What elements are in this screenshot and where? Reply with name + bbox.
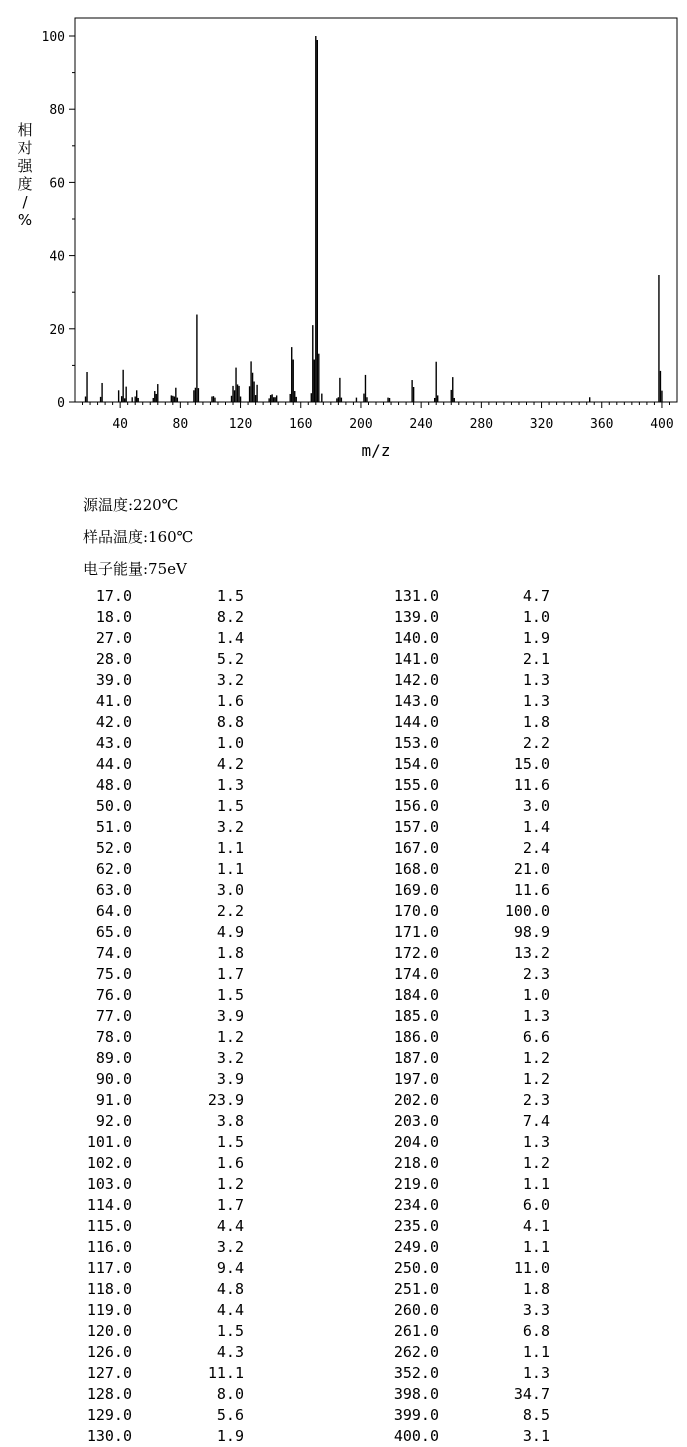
peak-mz: 197.0 [393,1070,439,1088]
peak-row [0,649,260,670]
peak-row [0,1132,260,1153]
peak-mz: 204.0 [393,1133,439,1151]
peak-row [300,1027,560,1048]
x-tick-label: 240 [409,417,433,432]
peak-abundance: 1.3 [522,692,550,710]
peak-row [0,817,260,838]
peak-row [0,775,260,796]
peak-row [0,880,260,901]
peak-abundance: 1.0 [522,608,550,626]
peak-mz: 262.0 [393,1343,439,1361]
peak-abundance: 2.2 [216,902,244,920]
peak-mz: 120.0 [86,1322,132,1340]
peak-mz: 90.0 [95,1070,132,1088]
peak-row [0,1195,260,1216]
peak-row [300,649,560,670]
peak-abundance: 6.8 [522,1322,550,1340]
x-tick-label: 280 [469,417,494,432]
peak-abundance: 1.3 [522,1364,550,1382]
peak-abundance: 1.7 [216,965,244,983]
y-tick-label: 40 [49,249,65,265]
peak-abundance: 2.4 [522,839,550,857]
peak-row [300,838,560,859]
peak-mz: 76.0 [95,986,132,1004]
peak-abundance: 11.1 [207,1364,244,1382]
peak-abundance: 1.2 [522,1049,550,1067]
peak-abundance: 9.4 [216,1259,244,1277]
peak-table-left [0,586,260,1447]
peak-abundance: 1.9 [522,629,550,647]
peak-abundance: 3.9 [216,1070,244,1088]
peak-row [0,733,260,754]
x-tick-label: 360 [590,417,614,432]
peak-abundance: 1.2 [216,1028,244,1046]
peak-abundance: 4.2 [216,755,244,773]
peak-mz: 17.0 [95,587,132,605]
peak-abundance: 2.3 [522,1091,550,1109]
peak-abundance: 3.0 [216,881,244,899]
peak-abundance: 4.3 [216,1343,244,1361]
peak-abundance: 98.9 [513,923,550,941]
peak-abundance: 8.2 [216,608,244,626]
peak-row [300,1237,560,1258]
peak-row [0,1363,260,1384]
peak-row [0,1153,260,1174]
peak-mz: 251.0 [393,1280,439,1298]
peak-abundance: 1.5 [216,1322,244,1340]
peak-mz: 156.0 [393,797,439,815]
peak-mz: 51.0 [95,818,132,836]
x-tick-label: 400 [650,417,674,432]
x-axis-label: m/z [361,441,391,460]
peak-row [300,1405,560,1426]
y-tick-label: 60 [49,176,65,192]
peak-row [0,985,260,1006]
peak-abundance: 3.1 [522,1427,550,1445]
peak-abundance: 1.2 [216,1175,244,1193]
electron-energy: 电子能量:75eV [83,560,187,578]
peak-mz: 119.0 [86,1301,132,1319]
peak-row [0,1384,260,1405]
peak-abundance: 1.1 [216,839,244,857]
peak-row [300,1069,560,1090]
peak-row [300,1174,560,1195]
peak-row [0,1279,260,1300]
peak-mz: 249.0 [393,1238,439,1256]
peak-abundance: 1.0 [216,734,244,752]
peak-mz: 142.0 [393,671,439,689]
peak-row [0,1300,260,1321]
peak-mz: 185.0 [393,1007,439,1025]
peak-mz: 169.0 [393,881,439,899]
peak-abundance: 15.0 [513,755,550,773]
peak-row [0,1321,260,1342]
peak-row [300,1111,560,1132]
peak-abundance: 2.2 [522,734,550,752]
peak-abundance: 4.4 [216,1217,244,1235]
peak-abundance: 1.1 [522,1238,550,1256]
peak-abundance: 34.7 [513,1385,550,1403]
peak-mz: 65.0 [95,923,132,941]
peak-mz: 141.0 [393,650,439,668]
peak-row [300,1216,560,1237]
peak-mz: 203.0 [393,1112,439,1130]
peak-abundance: 1.6 [216,692,244,710]
peak-mz: 167.0 [393,839,439,857]
peak-mz: 63.0 [95,881,132,899]
peak-row [300,922,560,943]
peak-row [300,1279,560,1300]
peak-mz: 172.0 [393,944,439,962]
peak-mz: 27.0 [95,629,132,647]
peak-abundance: 7.4 [522,1112,550,1130]
plot-frame [75,18,677,402]
peak-abundance: 4.4 [216,1301,244,1319]
peak-abundance: 11.6 [513,881,550,899]
peak-mz: 18.0 [95,608,132,626]
peak-mz: 155.0 [393,776,439,794]
peak-mz: 130.0 [86,1427,132,1445]
peak-abundance: 4.9 [216,923,244,941]
peak-abundance: 1.5 [216,986,244,1004]
peak-mz: 101.0 [86,1133,132,1151]
peak-row [0,691,260,712]
peak-abundance: 13.2 [513,944,550,962]
peak-abundance: 6.6 [522,1028,550,1046]
peak-abundance: 2.3 [522,965,550,983]
peak-mz: 261.0 [393,1322,439,1340]
peak-abundance: 1.5 [216,1133,244,1151]
peak-row [300,670,560,691]
peak-row [300,1195,560,1216]
peak-abundance: 1.3 [522,671,550,689]
peak-row [300,586,560,607]
peak-row [0,1048,260,1069]
peak-abundance: 1.2 [522,1154,550,1172]
peak-abundance: 8.5 [522,1406,550,1424]
peak-mz: 234.0 [393,1196,439,1214]
peak-abundance: 1.4 [216,629,244,647]
peak-mz: 250.0 [393,1259,439,1277]
peak-row [0,1258,260,1279]
peak-row [0,1069,260,1090]
peak-abundance: 1.3 [522,1133,550,1151]
peak-abundance: 1.9 [216,1427,244,1445]
peak-row [300,817,560,838]
peak-row [300,1090,560,1111]
peak-row [0,754,260,775]
peak-abundance: 4.1 [522,1217,550,1235]
peak-abundance: 11.6 [513,776,550,794]
peak-mz: 91.0 [95,1091,132,1109]
x-tick-label: 80 [172,417,189,432]
peak-mz: 127.0 [86,1364,132,1382]
peak-mz: 50.0 [95,797,132,815]
peak-mz: 115.0 [86,1217,132,1235]
peak-row [300,796,560,817]
peak-row [300,1258,560,1279]
peak-row [0,586,260,607]
y-tick-label: 0 [57,396,65,411]
peak-abundance: 1.8 [216,944,244,962]
peak-mz: 168.0 [393,860,439,878]
peak-abundance: 1.8 [522,1280,550,1298]
peak-mz: 92.0 [95,1112,132,1130]
peak-mz: 117.0 [86,1259,132,1277]
peak-abundance: 23.9 [207,1091,244,1109]
peak-abundance: 8.8 [216,713,244,731]
x-tick-label: 40 [112,417,128,432]
peak-abundance: 3.0 [522,797,550,815]
peak-row [300,712,560,733]
peak-abundance: 1.7 [216,1196,244,1214]
peak-mz: 157.0 [393,818,439,836]
peak-row [0,670,260,691]
peak-abundance: 3.2 [216,1049,244,1067]
peak-row [0,1426,260,1447]
peak-abundance: 1.1 [216,860,244,878]
peak-mz: 62.0 [95,860,132,878]
peak-row [300,754,560,775]
peak-mz: 44.0 [95,755,132,773]
peak-mz: 64.0 [95,902,132,920]
peak-mz: 202.0 [393,1091,439,1109]
peak-mz: 118.0 [86,1280,132,1298]
peak-abundance: 5.6 [216,1406,244,1424]
peak-mz: 184.0 [393,986,439,1004]
peak-abundance: 1.6 [216,1154,244,1172]
peak-mz: 235.0 [393,1217,439,1235]
peak-row [300,880,560,901]
peak-abundance: 2.1 [522,650,550,668]
peak-abundance: 3.2 [216,1238,244,1256]
x-tick-label: 120 [228,417,253,432]
peak-mz: 48.0 [95,776,132,794]
peak-mz: 399.0 [393,1406,439,1424]
peak-mz: 186.0 [393,1028,439,1046]
peak-mz: 116.0 [86,1238,132,1256]
peak-mz: 74.0 [95,944,132,962]
peak-mz: 143.0 [393,692,439,710]
x-tick-label: 320 [529,417,554,432]
peak-mz: 102.0 [86,1154,132,1172]
peak-row [0,1090,260,1111]
peak-row [300,628,560,649]
peak-mz: 219.0 [393,1175,439,1193]
peak-row [300,1363,560,1384]
peak-abundance: 3.2 [216,671,244,689]
peak-abundance: 1.3 [216,776,244,794]
peak-row [0,712,260,733]
peak-abundance: 1.2 [522,1070,550,1088]
peak-mz: 131.0 [393,587,439,605]
peak-abundance: 1.5 [216,797,244,815]
peak-row [300,1300,560,1321]
peak-mz: 171.0 [393,923,439,941]
peak-abundance: 1.5 [216,587,244,605]
peak-mz: 41.0 [95,692,132,710]
peak-row [300,859,560,880]
peak-row [300,775,560,796]
peak-row [0,1111,260,1132]
peak-abundance: 11.0 [513,1259,550,1277]
peak-mz: 52.0 [95,839,132,857]
peak-row [0,1405,260,1426]
peak-mz: 42.0 [95,713,132,731]
peak-row [0,838,260,859]
peak-abundance: 1.0 [522,986,550,1004]
peak-abundance: 1.1 [522,1343,550,1361]
peak-mz: 144.0 [393,713,439,731]
peak-row [0,628,260,649]
peak-row [0,859,260,880]
y-tick-label: 20 [49,322,65,338]
peak-mz: 78.0 [95,1028,132,1046]
peak-abundance: 8.0 [216,1385,244,1403]
peak-mz: 400.0 [393,1427,439,1445]
peak-row [300,964,560,985]
peak-mz: 174.0 [393,965,439,983]
y-tick-label: 100 [41,30,65,45]
peak-row [300,1426,560,1447]
peak-mz: 39.0 [95,671,132,689]
peak-abundance: 1.1 [522,1175,550,1193]
mass-spectrum-chart [0,0,687,470]
peak-row [300,1006,560,1027]
peak-row [0,1216,260,1237]
peak-abundance: 3.3 [522,1301,550,1319]
peak-abundance: 3.8 [216,1112,244,1130]
peak-row [0,901,260,922]
peak-abundance: 4.8 [216,1280,244,1298]
peak-row [300,1342,560,1363]
peak-abundance: 3.2 [216,818,244,836]
peak-row [0,1006,260,1027]
peak-mz: 75.0 [95,965,132,983]
peak-mz: 352.0 [393,1364,439,1382]
peak-mz: 260.0 [393,1301,439,1319]
peak-abundance: 5.2 [216,650,244,668]
y-tick-label: 80 [49,103,65,119]
peak-row [300,691,560,712]
peak-row [300,1384,560,1405]
peak-mz: 140.0 [393,629,439,647]
peak-mz: 126.0 [86,1343,132,1361]
peak-abundance: 1.8 [522,713,550,731]
peak-mz: 114.0 [86,1196,132,1214]
peak-row [0,1027,260,1048]
peak-mz: 139.0 [393,608,439,626]
x-tick-label: 200 [349,417,373,432]
peak-mz: 103.0 [86,1175,132,1193]
peak-mz: 154.0 [393,755,439,773]
peak-row [0,1342,260,1363]
peak-mz: 89.0 [95,1049,132,1067]
peak-row [300,607,560,628]
y-axis-label: 相对强度/ % [17,121,33,229]
peak-row [300,733,560,754]
peak-mz: 129.0 [86,1406,132,1424]
peak-row [300,901,560,922]
peak-abundance: 1.4 [522,818,550,836]
peak-row [0,796,260,817]
source-temperature: 源温度:220℃ [83,496,179,514]
peak-abundance: 6.0 [522,1196,550,1214]
peak-mz: 43.0 [95,734,132,752]
peak-mz: 153.0 [393,734,439,752]
peak-row [0,1237,260,1258]
peak-mz: 170.0 [393,902,439,920]
peak-mz: 77.0 [95,1007,132,1025]
peak-abundance: 21.0 [513,860,550,878]
peak-mz: 187.0 [393,1049,439,1067]
peak-row [300,1048,560,1069]
peak-mz: 128.0 [86,1385,132,1403]
peak-mz: 398.0 [393,1385,439,1403]
peak-row [300,1132,560,1153]
peak-row [0,943,260,964]
sample-temperature: 样品温度:160℃ [83,528,194,546]
peak-mz: 218.0 [393,1154,439,1172]
peak-row [300,1321,560,1342]
peak-table-right [300,586,560,1447]
peak-row [300,943,560,964]
x-tick-label: 160 [289,417,313,432]
peak-row [300,985,560,1006]
peak-row [300,1153,560,1174]
peak-abundance: 3.9 [216,1007,244,1025]
peak-abundance: 4.7 [522,587,550,605]
peak-mz: 28.0 [95,650,132,668]
peak-row [0,1174,260,1195]
peak-abundance: 100.0 [504,902,550,920]
peak-row [0,607,260,628]
peak-abundance: 1.3 [522,1007,550,1025]
peak-row [0,964,260,985]
peak-row [0,922,260,943]
